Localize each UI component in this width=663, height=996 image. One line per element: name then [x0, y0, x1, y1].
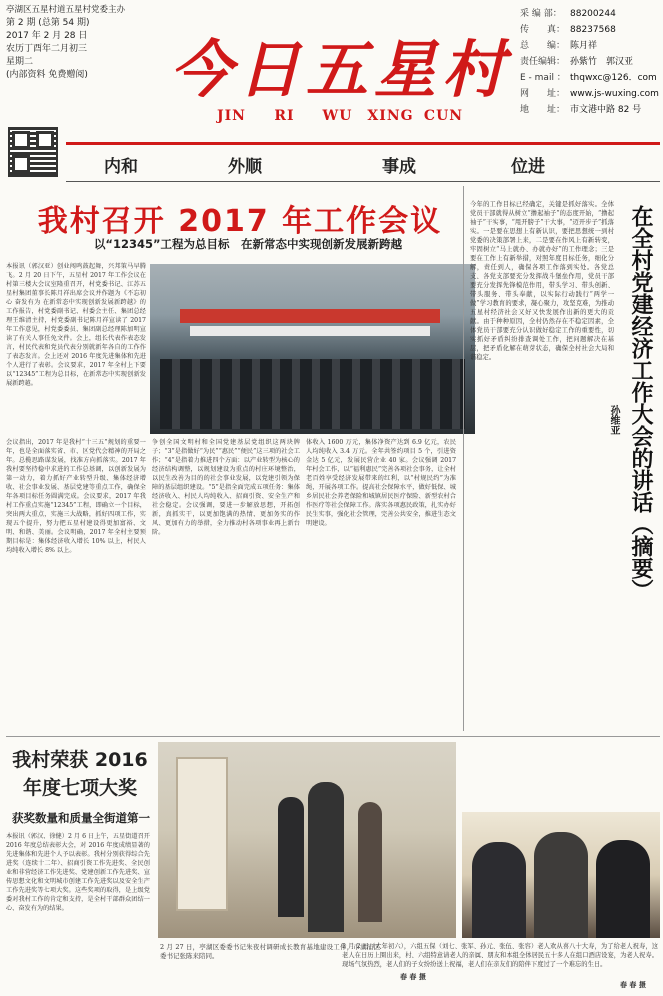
pinyin-3: WU	[322, 108, 353, 124]
info-row: 责任编辑： 孙紫竹 郭汉亚	[520, 57, 634, 67]
birthday-photo	[462, 812, 660, 938]
masthead-rule	[66, 142, 660, 145]
main-headline: 我村召开 2017 年工作会议	[37, 204, 443, 239]
section-divider	[6, 736, 660, 737]
pinyin-4: XING	[367, 108, 414, 124]
main-column-2: 会议指出，2017 年是我村“十三五”规划的重要一年，也是全面落实省、市、区党代会精神的开局之年。总揽思路谋发展，找准方向抓落实。2017 年我村要坚持稳中求进的工作总基调，以创新发展为第一动力，着力抓好产业转型升级、集体经济增收、社会事业发展、基层党建等重点工作，确保全年各项目标任务圆满完成。会议要求，2017 年我村工作重点实施“12345”工程，即确立一个目标，突出两大重点，实施三大战略，抓好四项工作，实现五个提升，努力把五星村建设得更加富裕、文明、和谐、美丽。会议明确，2017 年全村主要预期目标是：集体经济收入增长 10% 以上，村民人均纯收入增长 8% 以上。	[6, 439, 146, 554]
award-headline	[10, 746, 150, 802]
pinyin-5: CUN	[423, 108, 464, 124]
award-headline-line2: 年度七项大奖	[22, 777, 137, 799]
pinyin-2: RI	[274, 108, 295, 124]
info-row: E - mail ： thqwxc@126．com	[520, 73, 657, 83]
right-article-author: 孙维亚	[608, 405, 619, 435]
masthead-meta	[6, 4, 156, 82]
column-divider	[463, 186, 464, 731]
birthday-photo-caption: 2 月 2 日（大年初六），六组五保（刘七、张军、孙元、张伍、张容）老人欢从喜八十大寿，为了给老人祝寿，这老人在日历上圈出来，村、六组特意请老人的亲属、朋友和本组全体居民五十多人在组口酒店设宴，为老人祝寿。现场气氛热烈，老人们的子女纷纷送上祝福，老人们在亲友们的陪伴下度过了一个难忘的生日。	[342, 943, 658, 968]
info-row: 传 真： 88237568	[520, 25, 616, 35]
weekday: 星期二	[6, 57, 34, 67]
title-pinyin	[205, 108, 470, 124]
lunar-date: 农历丁酉年二月初三	[6, 44, 88, 54]
main-column-3: 争创全国文明村和全国党建基层党组织这两块牌子；“3”是指做好“为民”“惠民”“便民”这三项的社会工作；“4”是指着力推进四个方面：以产业转型为核心的经济结构调整，以规划建设为重点的村庄环境整治，以民生改善为目的的社会事业发展，以党建引领为保障的基层组织建设。“5”是指全面完成五项任务：集体经济收入、村民人均纯收入、招商引资、安全生产和社会稳定。会议强调，要进一步解放思想，开拓创新，真抓实干，以更加饱满的热情、更加务实的作风、更加有力的举措，全力推动村各项事业再上新台阶。	[152, 439, 300, 536]
info-row: 地 址： 市文港中路 82 号	[520, 105, 642, 115]
main-column-1: 本报讯（郭汉亚）创业闯鸣鼓起舞，兴邦策马早腾飞。2 月 20 日下午，五星村 2017 年工作会议在村第三楼大会议室隆重召开，村党委书记、江苏五星村集团董事长陈月祥出席会议并作题为《不忘初心 奋发有为 在新常态中实现创新发展新跨越》的工作报告，村党委副书记、村委会主任、集团总经理王维清主持，村党委副书记陈月祥宣读了 2017 年工作意见，村党委委员、集团副总经理陈加明宣读了有关人事任免文件。会上，组长代表作表态发言，村民代表和党员代表分别就新年各自的工作作了表态发言。会上还对 2016 年度先进集体和先进个人进行了表彰。会议要求，2017 年全村上下要以“12345”工程为总目标，在新常态中实现创新发展新跨越。	[6, 263, 146, 387]
award-subheadline: 获奖数量和质量全街道第一	[12, 811, 150, 825]
section-label: 事成	[382, 156, 416, 177]
publish-date: 2017 年 2 月 28 日	[6, 31, 88, 41]
contact-info	[520, 6, 660, 118]
birthday-photo-credit: 春 春 摄	[620, 980, 646, 989]
main-column-4: 体收入 1600 万元，集体净资产达到 6.9 亿元，农民人均纯收入 3.4 万元。全年共签约项目 5 个，引进资金达 5 亿元，发展民营企业 40 家。会议强调 2017 年村会工作，以“福利惠民”完善各项社会事务，让全村老百姓享受经济发展带来的红利，以“村规民约”为准绳，开展各项工作。提高社会保障水平，做好低保、城乡居民社会养老保险和城镇居民医疗保险、新型农村合作医疗等社会保障工作。落实各项惠民政策，扎实办好民生实事，强化社会管理，完善公共安全，推进生态文明建设。	[306, 439, 456, 527]
award-body: 本报讯（郭汉、徐健）2 月 6 日上午，五星街道召开 2016 年度总结表彰大会，对 2016 年度成绩显著的先进集体和先进个人予以表彰。我村分别获得综合先进奖（连续十二年）、招商引资工作先进奖、全民创业和非营经济工作先进奖、党建创新工作先进奖、宣传思想文化和文明城市创建工作先进奖以及安全生产工作先进奖等七项大奖。这些奖项的取得，是上级党委对我村工作的肯定和支持，是全村干部群众团结一心、奋发有为的结果。	[6, 833, 150, 912]
section-label: 内和	[104, 156, 138, 177]
free-note: (内部资料 免费赠阅)	[6, 70, 88, 80]
section-bar	[66, 147, 660, 182]
publisher: 亭湖区五星村道五星村党委主办	[6, 5, 126, 15]
section-label: 位进	[511, 156, 545, 177]
info-row: 网 址： www.js-wuxing.com	[520, 89, 659, 99]
info-row: 采 编 部： 88200244	[520, 9, 616, 19]
visit-photo-caption: 2 月 27 日，亭湖区委委书记朱夜村调研成长教育基地建设工作，市湖浦区委书记张陈来陪同。	[160, 943, 380, 960]
info-row: 总 编： 陈月祥	[520, 41, 598, 51]
issue-number: 第 2 期 (总第 54 期)	[6, 18, 90, 28]
newspaper-title: 今日五星村	[170, 33, 511, 106]
right-article-title: 在全村党建经济工作大会的讲话（摘要）	[628, 205, 653, 601]
visit-photo	[158, 742, 456, 938]
right-article-body: 今年的工作目标已经确定，关键是抓好落实。全体党员干部就得从树立“撸起袖子”的态度开始，“撸起袖子”干实事，“甩开膀子”干大事，“迈开步子”抓落实。一是要在思想上有新认识，要把思想统一到村党委的决策部署上来，二是要在作风上有新转变，牢固树立“马上就办、办就办好”的工作理念；三是要在工作上有新举措，对照年度目标任务，细化分解，责任到人，确保各项工作落到实处。各党总支、各党支部要充分发挥战斗堡垒作用，党员干部要充分发挥先锋模范作用，带头学习、带头创新、带头服务、带头奉献，以实际行动践行“两学一做”学习教育的要求，凝心聚力，攻坚克难，为推动五星村经济社会又好又快发展作出新的更大的贡献。由于种种原因，全村仍然存在不稳定因素，全体党员干部要充分认识做好稳定工作的重要性，切实抓好矛盾纠纷排查调处工作，把问题解决在基层，把矛盾化解在萌芽状态，确保全村社会大局和谐稳定。	[470, 201, 614, 361]
main-subheadline: 以“12345”工程为总目标 在新常态中实现创新发展新跨越	[93, 237, 403, 251]
award-headline-line1: 我村荣获 2016	[12, 749, 148, 771]
meeting-photo	[150, 264, 475, 434]
qr-code-icon	[8, 127, 58, 177]
section-label: 外顺	[228, 156, 262, 177]
pinyin-1: JIN	[217, 108, 246, 124]
visit-photo-credit: 春 春 摄	[400, 972, 426, 981]
